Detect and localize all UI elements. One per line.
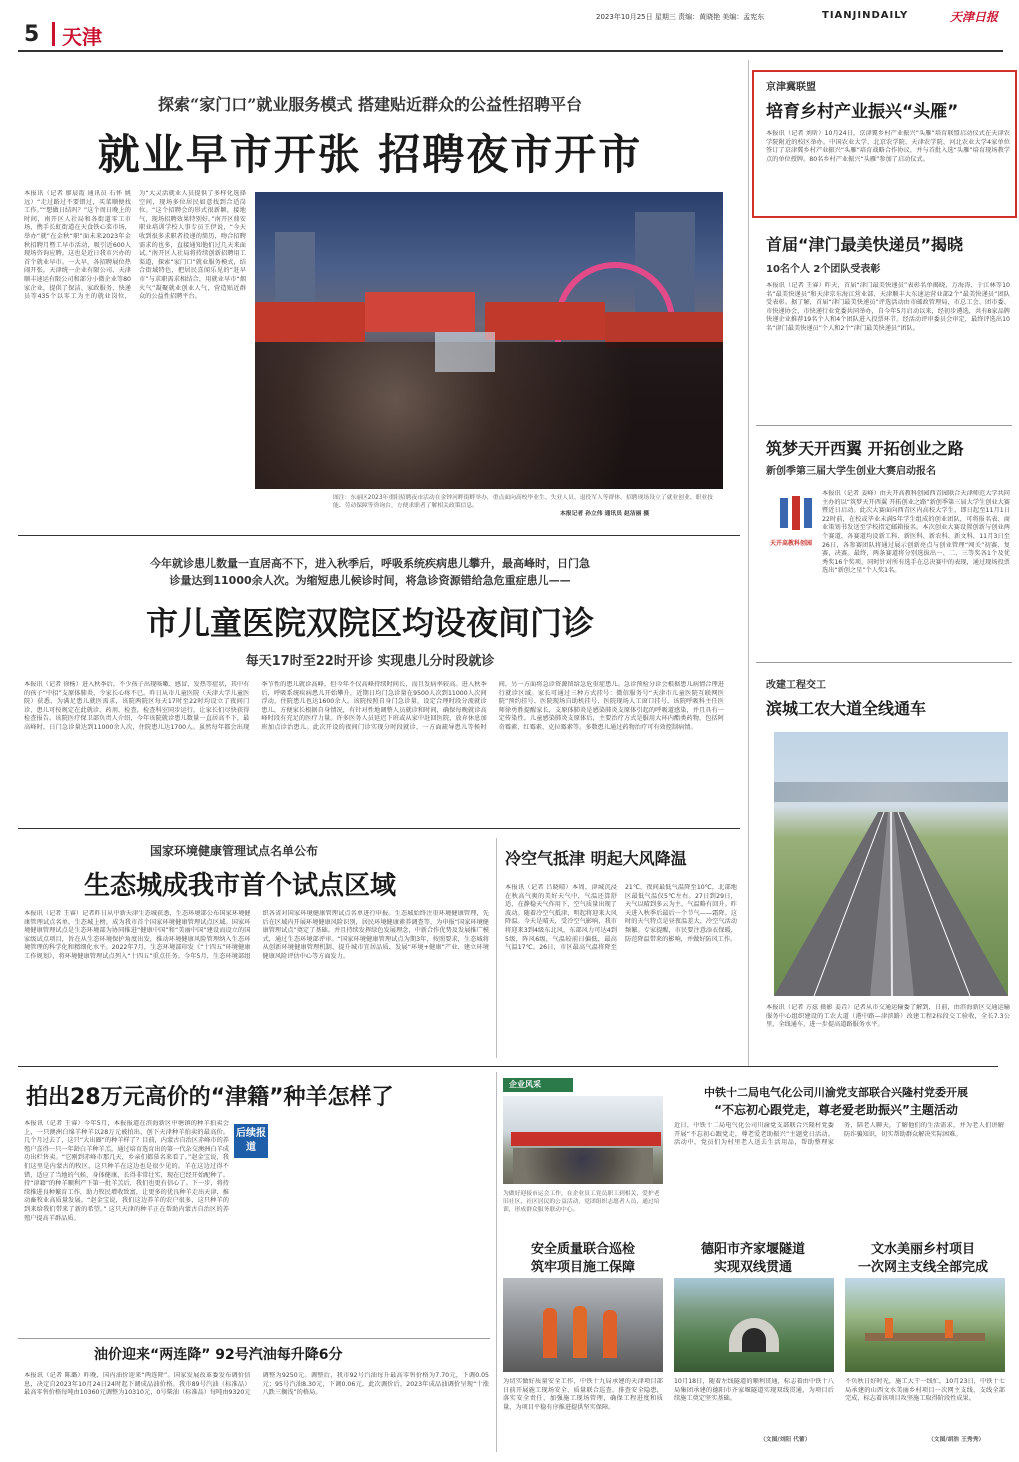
tiankai-logo-icon <box>776 494 816 534</box>
village-body: 不负秋日好时光，施工大干一线忙。10月23日，中铁十七局承建的山西文水美丽乡村项目一次网主支线、支线全部完成，标志着该项目攻坚施工取得阶段性成果。 <box>845 1378 1005 1403</box>
deyang-photo <box>674 1278 834 1372</box>
job-fair-kicker: 探索“家门口”就业服务模式 搭建贴近群众的公益性招聘平台 <box>158 95 582 114</box>
safety-body: 为切实做好质量安全工作，中铁十九局承建的天津项目部日前开展施工现场安全、质量联合巡查，排查安全隐患，落实安全责任，加强施工现场管理，确保工程进度和质量，为项目平稳有序推进提供坚实保障。 <box>503 1378 663 1411</box>
deyang-body: 10月18日，随着左线隧道的顺利贯通，标志着由中铁十八局集团承建的德阳市齐家堰隧道实现双线贯通，为项目后续施工奠定坚实基础。 <box>674 1378 834 1403</box>
masthead-divider <box>52 22 55 46</box>
courier-subtitle: 10名个人 2个团队受表彰 <box>766 264 881 275</box>
party-title-1: 中铁十二局电气化公司川渝党支部联合兴隆村党委开展 <box>704 1086 968 1099</box>
date-line: 2023年10月25日 星期三 责编：黄晓艳 美编：孟宪东 <box>596 13 765 21</box>
sheep-body-right <box>276 1120 488 1332</box>
enterprise-label: 企业风采 <box>503 1078 573 1092</box>
safety-title-2: 筑牢项目施工保障 <box>530 1260 635 1275</box>
village-credit: （文图/胡浩 王秀秀） <box>928 1437 985 1443</box>
worker-1 <box>543 1308 557 1358</box>
rule-right-2 <box>756 662 1012 663</box>
agri-title: 培育乡村产业振兴“头雁” <box>766 102 959 122</box>
cold-air-body: 本报讯（记者 吕晓晴）本周，津城沉浸在秋高气爽的美好天气中，气温还算舒适，在静稳天气作用下，空气质量出现了波动。随着冷空气抵津，明起将迎来大风降温。今天是晴天，受冷空气影响，我市将迎来3到4级东北风，东部风力可达4到5级，阵风6级，气温较前日偏低，最高气温17℃。26日，市区最高气温将降至21℃，夜间最低气温降至10℃，北部地区最低气温仅5℃左右。27日到29日，天气以晴到多云为主，气温略有回升。昨天进入秋季后最后一个节气——霜降。这时的天气特点是昼夜温差大，冷空气活动频繁。专家提醒，市民要注意添衣保暖，防范降温带来的影响，并做好防风工作。 <box>505 884 737 952</box>
sheep-body-left: 本报讯（记者 王睿）今年5月，本报报道在滨海新区中塘镇的种羊拍卖会上，一只澳洲白绵羊种羊以28万元被拍出，创下天津种羊拍卖的最高价。几个月过去了，这只“大出圈”的种羊样了？目前，内蒙古自治区赤峰市的养殖户喜得一只一年龄白羊种羊羔，通过培育选育出的第一代杂交澳洲白羊成功出栏售卖。“它刚到赤峰市那几天，乡亲们都慕名来看了。”赵金宝说，我们这里是内蒙古的牧区，这只种羊在这边也是很少见的。羊在这边过得不错，适应了当地的气候，身体健康，长得非常壮实，现在已经开始配种了。持“津籍”的种羊顺利产下第一批羊羔后，我们也更有信心了。下一步，将持续推进良种繁育工作，助力牧民增收致富，让更多的优良种羊走出天津，推动畜牧业高质量发展。“赵金宝说，我们这边养羊的农户很多，这只种羊的到来给我们带来了新的希望。” 这只天津的种羊正在帮助内蒙古自治区的养殖户提高羊群品质。 <box>24 1120 229 1222</box>
job-fair-photo <box>255 192 723 489</box>
worker-5 <box>945 1320 953 1338</box>
village-title-2: 一次网主支线全部完成 <box>857 1260 988 1275</box>
road-lanes <box>774 732 1008 996</box>
worker-3 <box>603 1310 617 1358</box>
road-title: 滨城工农大道全线通车 <box>766 699 927 718</box>
agri-kicker: 京津冀联盟 <box>766 82 816 93</box>
eco-city-body: 本报讯（记者 王睿）记者昨日从中新天津生态城获悉，生态环境部公布国家环境健康管理试点名单，生态城上榜，成为我市首个国家环境健康管理试点区域。国家环境健康管理试点是生态环境部为协同推进“健康中国”和“美丽中国”建设而设立的国家级试点项目，旨在从生态环境保护角度出发，推动环境健康风险管理纳入生态环境管理的科学化和精细化水平。2022年7月，生态环境部印发《“十四五”环境健康工作规划》，将环境健康管理试点列入“十四五”重点任务。今年5月，生态环境部组织各省对国家环境健康管理试点名单进行申报。生态城始终注重环境健康管理，先后在区域内开展环境健康风险识别，居民环境健康素养调查等，为申报“国家环境健康管理试点”奠定了基础。并且持续发挥绿色发展理念，中新合作优势及发展推广模式，通过生态环境部评审。“国家环境健康管理试点为期3年，按照要求，生态城将从创新环境健康管理机制、提升城市宜居品质、发展“环境+健康”产业、建立环境健康风险评估中心等方面发力。 <box>24 910 489 960</box>
tent-1 <box>255 302 365 342</box>
job-fair-body: 本报讯（记者 廖晨霞 通讯员 石怀 姚远）“走过路过不要错过，买菜顺便找工作。”“想做日结吗？”这个周日晚上的时间，南开区人社局和各街道零工市场，携手长虹街道在天食铁心菜市场，举办“就”在金秋“职”面未来2023年金秋招聘月暨工早市活动，吸引近600人现场咨询应聘。这也是近日我市兴办的首个就业早市。一大早，各招聘展位热闹开张。天津统一企业有限公司、天津顺丰速运有限公司和部分小微企业等80家企业，提供了保洁、家政服务、快递员等435个以零工为主的就业岗位，为“大灵活就业人员提供了多样化选择空间，现场多位居民如意找到合适岗位。“这个招聘会的形式很新颖，接地气，现场招聘效果特别好。”南开区鼎安职业培训学校人事专员王伊说，“今天收到很多求职者投递的简历，吻合招聘需求的也多，直接通知他们过几天来面试。”南开区人社局将持续创新招聘用工渠道，探索“家门口”就业服务模式，结合街域特色，把居民喜闻乐见的“赶早市”与求职需求相结合，用就业早市“烟火气”凝聚就业创业人气，营造贴近群众的公益性招聘平台。 <box>24 190 246 301</box>
hospital-kicker-1: 今年就诊患儿数量一直居高不下，进入秋季后，呼吸系统疾病患儿攀升，最高峰时，日门急 <box>150 557 590 570</box>
trench <box>865 1333 985 1341</box>
job-fair-title: 就业早市开张 招聘夜市开市 <box>97 130 643 179</box>
page-number: 5 <box>24 22 40 47</box>
screen-glow <box>435 332 495 372</box>
road-photo <box>774 732 1008 996</box>
tent-3 <box>485 302 605 340</box>
building-left <box>275 232 315 312</box>
follow-up-badge: 后续报道 <box>234 1124 268 1158</box>
tent-2 <box>365 292 475 332</box>
job-fair-photo-credit: 本报记者 孙立伟 通讯员 赵洁丽 摄 <box>560 511 650 517</box>
tunnel-opening <box>742 1328 766 1352</box>
job-fair-photo-caption: 图注：东丽区2023年重阳招聘夜市活动在金钟河畔街畔举办，重点面向高校毕业生、失业人员、退役军人等群体。招聘现场设立了就业创业、职业技能、劳动保障等咨询台，方便求职者了解相关政策信息。 <box>333 495 713 509</box>
village-photo <box>845 1278 1005 1372</box>
agri-body: 本报讯（记者 刘昕）10月24日，京津冀乡村产业振兴“头雁”培育联盟启动仪式在天津农学院附近的校区举办。中国农业大学、北京农学院、天津农学院、河北农业大学4家单位签订了京津冀乡村产业振兴“头雁”培育战略合作协议，并与首批入选“头雁”培育现场教学点的单位授牌。80名乡村产业振兴“头雁”参加了启动仪式。 <box>766 130 1010 163</box>
people-group <box>513 1148 653 1184</box>
sheep-title: 拍出28万元高价的“津籍”种羊怎样了 <box>26 1085 394 1110</box>
deyang-credit: （文图/刘阳 代蕾） <box>760 1437 811 1443</box>
rule-right-1 <box>756 425 1012 426</box>
courier-body: 本报讯（记者 王睿）昨天，首届“津门最美快递员”表彰名单揭晓，万海涛、于江林等10名“最美快递员”和天津京东海江营业部、天津顺丰大东速运营业部2个“最美快递员”团队受表彰。据了解，首届“津门最美快递员”评选活动由市邮政管理局、市总工会、团市委、市快递协会、市快递行业党委共同举办，自今年5月启动以来，经初步遴选，共有8家品牌快递企业推荐19名个人和4个团队进入投票环节。经活动评审委员会审定，最终评选出10名“津门最美快递员”个人和2个“津门最美快递员”团队。 <box>766 282 1010 332</box>
tiankai-logo-text: 天开高教科创园 <box>770 540 813 547</box>
startup-subtitle: 新创季第三届大学生创业大赛启动报名 <box>766 466 936 477</box>
section-name: 天津 <box>62 25 102 49</box>
hospital-body: 本报讯（记者 徐杨）进入秋季后，不少孩子出现咳嗽、感冒、发热等症状，其中有的孩子“中招”支原体肺炎，令家长心疼不已。昨日从市儿童医院（天津大学儿童医院）获悉，为满足患儿就医需求，该院两院区每天17时至22时均设立了夜间门诊，患儿可按规定在此就诊、药剂、检查，检查科室同步运行，让家长们尽快获得检查报告。该院医疗保卫部负责人介绍，今年该院就诊患儿数量一直居高不下，最高峰时，日门急诊量达到11000余人次，住院患儿达1700人。虽然每年都会出现季节性的患儿就诊高峰，但今年不仅高峰持续时间长，而且发病率较高。进入秋季后，呼吸系统疾病患儿开始攀升，近期日均门急诊量在9500人次到11000人次间浮动，住院患儿也达1600余人。该院按照自身门急诊量，设定合理时段分流就诊患儿，方便家长根据自身情况，有针对性地调整人员就诊和时间，确保每晚就诊高峰时段有充足的医疗力量。许多医务人员延迟下班或从家中赶回医院，放弃休息加班加点诊治患儿。此次开设的夜间门诊实现分时段就诊，一方面疏导患儿等候时间，另一方面将急诊资源留给急危重症患儿。急诊预检分诊会根据患儿病情合理进行就诊区域。家长可通过三种方式挂号：微信服务号“天津市儿童医院互联网医院”预约挂号、医院现场自助机挂号、医院现场人工窗口挂号。该院呼吸科主任医师徐勇胜提醒家长，支原体肺炎是感染肺炎支原体引起的呼吸道感染，并且具有一定传染性。儿童感染肺炎支原体后，主要治疗方式是服用大环内酯类药物，包括阿奇霉素、红霉素、克拉霉素等。多数患儿通过药物治疗可有效控制病情。 <box>24 681 724 731</box>
party-title-2: “不忘初心跟党走，尊老爱老助振兴”主题活动 <box>714 1103 958 1117</box>
village-title-1: 文水美丽乡村项目 <box>870 1242 975 1257</box>
safety-photo <box>503 1278 663 1372</box>
paper-name-cn: 天津日报 <box>950 10 999 24</box>
vrule-bottom <box>496 1072 497 1452</box>
enterprise-photo-caption: 为做好迎接市运会工作，在企业员工党员职工到相关、爱护老旧社区、社区居民的公益活动，党团组织志愿者人员，通过培训，形成群众服务联动中心。 <box>503 1191 660 1213</box>
road-body: 本报讯（记者 方兹 摄影 姜垚）记者从市交通运输委了解到，日前，由滨海新区交通运输服务中心组织建设的工农大道（港中路—津滨路）改建工程2标段交工验收，全长7.3公里，全线通车，进一步提高道路服务水平。 <box>766 1004 1010 1029</box>
road-kicker: 改建工程交工 <box>766 680 826 691</box>
deyang-title-2: 实现双线贯通 <box>713 1260 792 1275</box>
cold-air-title: 冷空气抵津 明起大风降温 <box>505 849 687 868</box>
hospital-kicker-2: 诊量达到11000余人次。为缩短患儿候诊时间，将急诊资源错给急危重症患儿—— <box>169 574 571 587</box>
rule-3 <box>18 1066 998 1067</box>
hospital-subtitle: 每天17时至22时开诊 实现患儿分时段就诊 <box>245 654 495 669</box>
courier-title: 首届“津门最美快递员”揭晓 <box>766 235 964 254</box>
fuel-title: 油价迎来“两连降” 92号汽油每升降6分 <box>94 1347 343 1363</box>
startup-body: 本报讯（记者 姜峰）由天开高教科创园西青园联合天津师范大学共同主办的以“筑梦天开西翼 开拓创业之路”新创季第三届大学生创业大赛暨近日启动。此次大赛面向西青区内高校大学生，即日起至11月1日22时前，在校或毕业未满5年学生组成的创业团队，可将报名表、商业策划书发送至学校指定邮箱报名。本次创业大赛设置创新与创业两个赛道，各赛道均设新工科、新医科、新农科、新文科，11月3日至26日，各参赛团队将通过展示创新亮点与创业管理“闯关”初赛、复赛，决赛。最终，两条赛道将分别选拔出一、二、三等奖各1个及优秀奖16个奖项，同时针对所有选手在总决赛中的表现，通过现场投票选出“新创之星”个人奖1名。 <box>822 490 1010 575</box>
enterprise-photo <box>503 1096 663 1184</box>
startup-title: 筑梦天开西翼 开拓创业之路 <box>766 439 964 458</box>
eco-city-title: 生态城成我市首个试点区域 <box>84 871 397 901</box>
vrule-eco <box>496 838 497 1058</box>
party-body: 近日，中铁十二局电气化公司川渝党支部联合兴隆村党委开展“不忘初心跟党走，尊老爱老助振兴”主题党日活动。活动中，党员们为村里老人送去生活用品，帮助整理家务，陪老人聊天，了解他们的生活需求，并为老人们讲解防诈骗知识，切实帮助群众解决实际困难。 <box>674 1122 1004 1147</box>
rule-1 <box>18 535 740 536</box>
fuel-body: 本报讯（记者 陈璐）昨晚，国内油价迎来“两连降”。国家发展改革委发布调价信息，决定自2023年10月24日24时起下调成品油价格。我市89号汽油（标准品）最高零售价格每吨由10360元调整为10310元，0号柴油（标准品）每吨由9320元调整为9250元。调整后，我市92号汽油每升最高零售价格为7.70元，下调0.05元；95号汽油8.30元，下调0.06元。此次调价后，2023年成品油调价呈现“十涨八跌三搁浅”的格局。 <box>24 1372 489 1397</box>
rule-4 <box>18 1338 490 1339</box>
masthead-rule <box>18 50 1003 52</box>
deyang-title-1: 德阳市齐家堰隧道 <box>700 1242 805 1257</box>
worker-2 <box>573 1306 587 1358</box>
worker-4 <box>885 1318 893 1338</box>
paper-name: TIANJINDAILY <box>822 10 909 21</box>
eco-city-kicker: 国家环境健康管理试点名单公布 <box>150 844 319 858</box>
red-banner <box>511 1132 661 1146</box>
rule-2 <box>18 828 740 829</box>
vrule-right <box>748 60 749 1066</box>
safety-title-1: 安全质量联合巡检 <box>530 1242 635 1257</box>
hospital-title: 市儿童医院双院区均设夜间门诊 <box>145 604 594 642</box>
